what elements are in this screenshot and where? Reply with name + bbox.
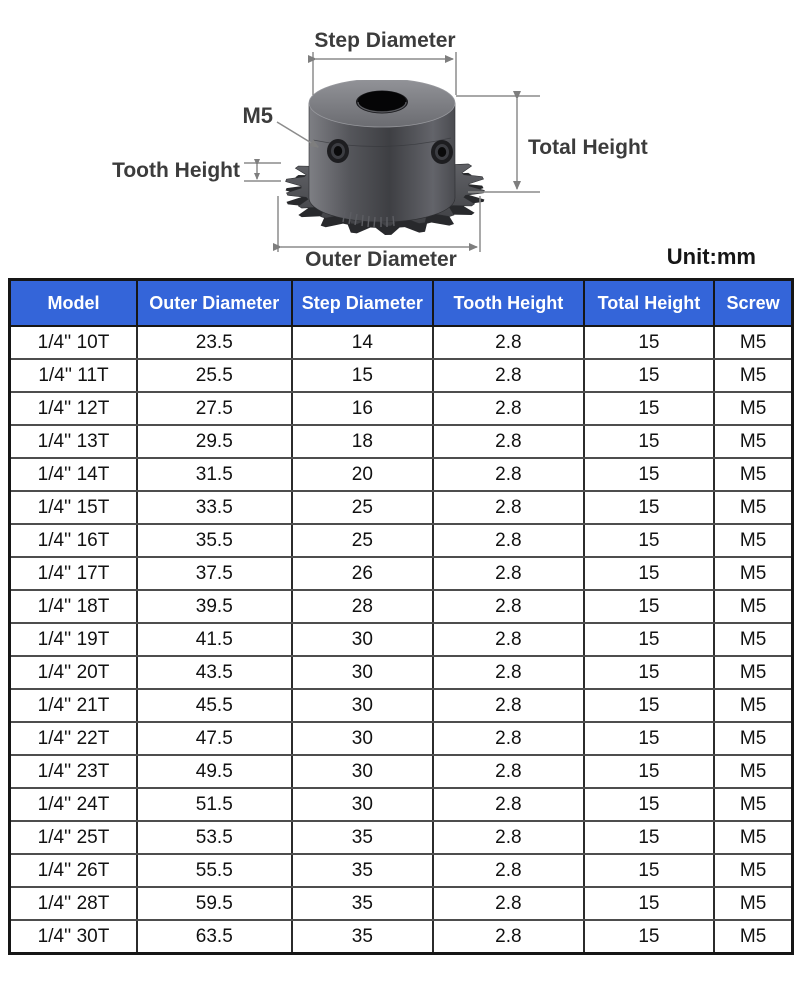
cell-outer-diameter: 49.5 bbox=[137, 755, 292, 788]
cell-outer-diameter: 55.5 bbox=[137, 854, 292, 887]
spec-table-body bbox=[10, 326, 793, 954]
cell-outer-diameter: 63.5 bbox=[137, 920, 292, 954]
cell-screw: M5 bbox=[714, 821, 792, 854]
cell-model: 1/4'' 28T bbox=[10, 887, 137, 920]
cell-screw: M5 bbox=[714, 887, 792, 920]
cell-screw: M5 bbox=[714, 359, 792, 392]
m5-label: M5 bbox=[242, 103, 273, 128]
cell-tooth-height: 2.8 bbox=[433, 854, 584, 887]
cell-total-height: 15 bbox=[584, 326, 715, 359]
cell-step-diameter: 30 bbox=[292, 656, 434, 689]
cell-screw: M5 bbox=[714, 656, 792, 689]
cell-tooth-height: 2.8 bbox=[433, 524, 584, 557]
cell-screw: M5 bbox=[714, 920, 792, 954]
table-row bbox=[10, 392, 793, 425]
cell-screw: M5 bbox=[714, 590, 792, 623]
column-header-outer-diameter: Outer Diameter bbox=[137, 280, 292, 327]
cell-step-diameter: 35 bbox=[292, 920, 434, 954]
cell-total-height: 15 bbox=[584, 722, 715, 755]
unit-label: Unit:mm bbox=[666, 244, 756, 269]
cell-outer-diameter: 59.5 bbox=[137, 887, 292, 920]
cell-total-height: 15 bbox=[584, 755, 715, 788]
cell-tooth-height: 2.8 bbox=[433, 491, 584, 524]
table-header-row bbox=[10, 280, 793, 327]
cell-model: 1/4'' 25T bbox=[10, 821, 137, 854]
cell-outer-diameter: 27.5 bbox=[137, 392, 292, 425]
cell-step-diameter: 20 bbox=[292, 458, 434, 491]
cell-tooth-height: 2.8 bbox=[433, 392, 584, 425]
cell-tooth-height: 2.8 bbox=[433, 920, 584, 954]
table-row bbox=[10, 887, 793, 920]
cell-total-height: 15 bbox=[584, 656, 715, 689]
cell-step-diameter: 30 bbox=[292, 788, 434, 821]
cell-outer-diameter: 35.5 bbox=[137, 524, 292, 557]
cell-model: 1/4'' 30T bbox=[10, 920, 137, 954]
cell-screw: M5 bbox=[714, 854, 792, 887]
table-row bbox=[10, 821, 793, 854]
cell-outer-diameter: 39.5 bbox=[137, 590, 292, 623]
cell-total-height: 15 bbox=[584, 359, 715, 392]
cell-outer-diameter: 29.5 bbox=[137, 425, 292, 458]
cell-step-diameter: 35 bbox=[292, 821, 434, 854]
cell-tooth-height: 2.8 bbox=[433, 887, 584, 920]
cell-total-height: 15 bbox=[584, 920, 715, 954]
table-row bbox=[10, 590, 793, 623]
cell-model: 1/4'' 21T bbox=[10, 689, 137, 722]
cell-screw: M5 bbox=[714, 722, 792, 755]
cell-screw: M5 bbox=[714, 326, 792, 359]
table-row bbox=[10, 425, 793, 458]
cell-total-height: 15 bbox=[584, 524, 715, 557]
cell-tooth-height: 2.8 bbox=[433, 590, 584, 623]
cell-step-diameter: 30 bbox=[292, 722, 434, 755]
cell-tooth-height: 2.8 bbox=[433, 821, 584, 854]
cell-outer-diameter: 25.5 bbox=[137, 359, 292, 392]
cell-model: 1/4'' 10T bbox=[10, 326, 137, 359]
cell-model: 1/4'' 19T bbox=[10, 623, 137, 656]
cell-tooth-height: 2.8 bbox=[433, 557, 584, 590]
cell-total-height: 15 bbox=[584, 392, 715, 425]
cell-screw: M5 bbox=[714, 623, 792, 656]
cell-step-diameter: 35 bbox=[292, 887, 434, 920]
cell-screw: M5 bbox=[714, 524, 792, 557]
cell-total-height: 15 bbox=[584, 458, 715, 491]
column-header-screw: Screw bbox=[714, 280, 792, 327]
cell-step-diameter: 30 bbox=[292, 623, 434, 656]
cell-screw: M5 bbox=[714, 458, 792, 491]
table-row bbox=[10, 854, 793, 887]
table-row bbox=[10, 623, 793, 656]
cell-tooth-height: 2.8 bbox=[433, 623, 584, 656]
cell-total-height: 15 bbox=[584, 788, 715, 821]
cell-screw: M5 bbox=[714, 557, 792, 590]
table-row bbox=[10, 491, 793, 524]
cell-total-height: 15 bbox=[584, 491, 715, 524]
cell-total-height: 15 bbox=[584, 887, 715, 920]
cell-model: 1/4'' 24T bbox=[10, 788, 137, 821]
table-row bbox=[10, 524, 793, 557]
cell-outer-diameter: 47.5 bbox=[137, 722, 292, 755]
cell-screw: M5 bbox=[714, 392, 792, 425]
sprocket-dimension-diagram bbox=[0, 0, 800, 278]
cell-screw: M5 bbox=[714, 689, 792, 722]
cell-step-diameter: 28 bbox=[292, 590, 434, 623]
cell-step-diameter: 16 bbox=[292, 392, 434, 425]
column-header-total-height: Total Height bbox=[584, 280, 715, 327]
column-header-tooth-height: Tooth Height bbox=[433, 280, 584, 327]
cell-total-height: 15 bbox=[584, 425, 715, 458]
cell-outer-diameter: 43.5 bbox=[137, 656, 292, 689]
cell-total-height: 15 bbox=[584, 590, 715, 623]
cell-model: 1/4'' 22T bbox=[10, 722, 137, 755]
cell-tooth-height: 2.8 bbox=[433, 788, 584, 821]
cell-step-diameter: 25 bbox=[292, 491, 434, 524]
cell-outer-diameter: 41.5 bbox=[137, 623, 292, 656]
table-row bbox=[10, 788, 793, 821]
cell-tooth-height: 2.8 bbox=[433, 326, 584, 359]
cell-screw: M5 bbox=[714, 491, 792, 524]
cell-tooth-height: 2.8 bbox=[433, 722, 584, 755]
cell-step-diameter: 15 bbox=[292, 359, 434, 392]
cell-tooth-height: 2.8 bbox=[433, 425, 584, 458]
step-diameter-label: Step Diameter bbox=[314, 29, 456, 52]
cell-model: 1/4'' 15T bbox=[10, 491, 137, 524]
cell-total-height: 15 bbox=[584, 821, 715, 854]
total-height-label: Total Height bbox=[528, 136, 648, 159]
cell-model: 1/4'' 20T bbox=[10, 656, 137, 689]
cell-step-diameter: 30 bbox=[292, 755, 434, 788]
table-row bbox=[10, 656, 793, 689]
cell-step-diameter: 30 bbox=[292, 689, 434, 722]
cell-step-diameter: 26 bbox=[292, 557, 434, 590]
cell-model: 1/4'' 14T bbox=[10, 458, 137, 491]
table-row bbox=[10, 359, 793, 392]
cell-model: 1/4'' 11T bbox=[10, 359, 137, 392]
cell-outer-diameter: 51.5 bbox=[137, 788, 292, 821]
cell-tooth-height: 2.8 bbox=[433, 359, 584, 392]
cell-outer-diameter: 53.5 bbox=[137, 821, 292, 854]
cell-total-height: 15 bbox=[584, 689, 715, 722]
column-header-model: Model bbox=[10, 280, 137, 327]
cell-tooth-height: 2.8 bbox=[433, 755, 584, 788]
cell-model: 1/4'' 12T bbox=[10, 392, 137, 425]
table-row bbox=[10, 557, 793, 590]
cell-tooth-height: 2.8 bbox=[433, 689, 584, 722]
cell-tooth-height: 2.8 bbox=[433, 656, 584, 689]
cell-model: 1/4'' 13T bbox=[10, 425, 137, 458]
cell-screw: M5 bbox=[714, 755, 792, 788]
cell-outer-diameter: 33.5 bbox=[137, 491, 292, 524]
table-row bbox=[10, 755, 793, 788]
cell-outer-diameter: 45.5 bbox=[137, 689, 292, 722]
table-row bbox=[10, 689, 793, 722]
cell-step-diameter: 14 bbox=[292, 326, 434, 359]
cell-total-height: 15 bbox=[584, 557, 715, 590]
cell-outer-diameter: 37.5 bbox=[137, 557, 292, 590]
table-row bbox=[10, 458, 793, 491]
column-header-step-diameter: Step Diameter bbox=[292, 280, 434, 327]
cell-step-diameter: 18 bbox=[292, 425, 434, 458]
cell-model: 1/4'' 16T bbox=[10, 524, 137, 557]
tooth-height-label: Tooth Height bbox=[112, 159, 240, 182]
cell-step-diameter: 25 bbox=[292, 524, 434, 557]
outer-diameter-label: Outer Diameter bbox=[305, 248, 457, 271]
cell-outer-diameter: 31.5 bbox=[137, 458, 292, 491]
cell-model: 1/4'' 23T bbox=[10, 755, 137, 788]
table-row bbox=[10, 722, 793, 755]
cell-screw: M5 bbox=[714, 425, 792, 458]
spec-table bbox=[8, 278, 794, 955]
table-row bbox=[10, 920, 793, 954]
cell-model: 1/4'' 26T bbox=[10, 854, 137, 887]
table-row bbox=[10, 326, 793, 359]
cell-model: 1/4'' 18T bbox=[10, 590, 137, 623]
cell-tooth-height: 2.8 bbox=[433, 458, 584, 491]
cell-model: 1/4'' 17T bbox=[10, 557, 137, 590]
cell-step-diameter: 35 bbox=[292, 854, 434, 887]
cell-total-height: 15 bbox=[584, 854, 715, 887]
cell-screw: M5 bbox=[714, 788, 792, 821]
cell-total-height: 15 bbox=[584, 623, 715, 656]
cell-outer-diameter: 23.5 bbox=[137, 326, 292, 359]
